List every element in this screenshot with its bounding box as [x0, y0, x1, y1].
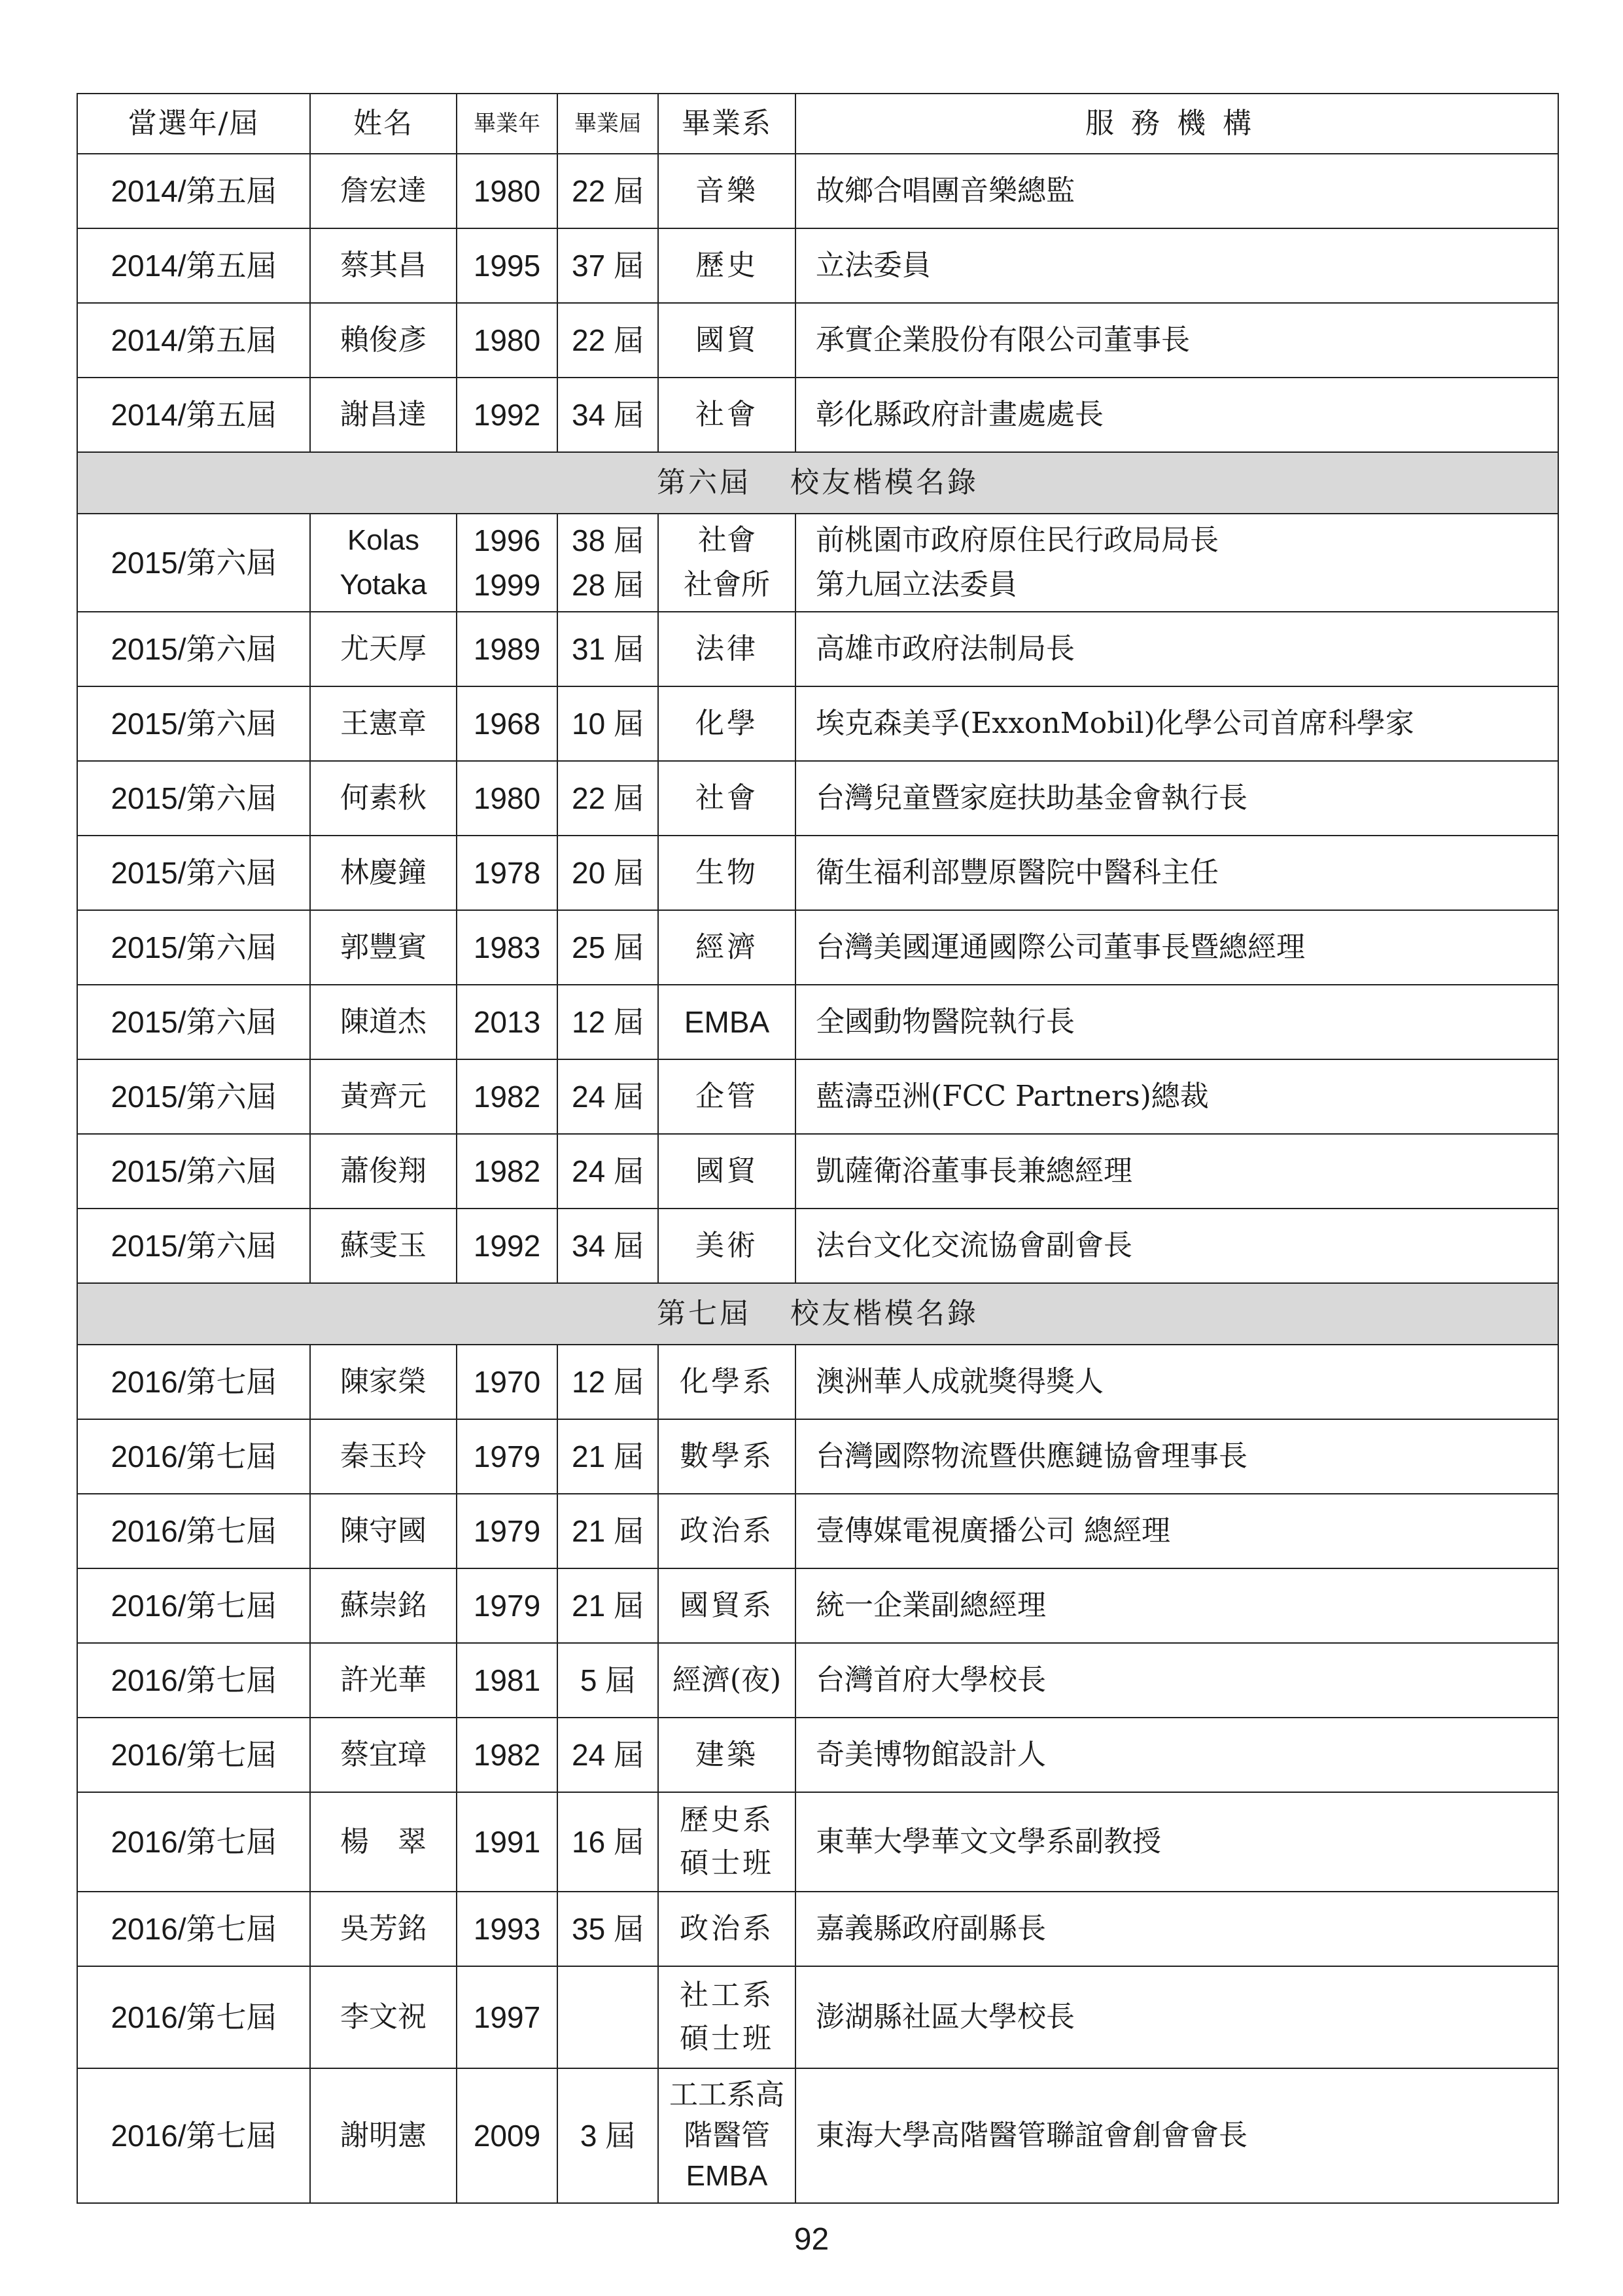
- dept-cell: 經濟: [658, 910, 795, 985]
- grad-class-cell: 35 屆: [557, 1892, 658, 1966]
- dept-cell: 國貿: [658, 1134, 795, 1209]
- section-header-seventh: [77, 1283, 1558, 1345]
- term-cell: 2015/第六屆: [77, 910, 310, 985]
- term-cell: 2014/第五屆: [77, 154, 310, 228]
- org-cell: 壹傳媒電視廣播公司 總經理: [795, 1494, 1558, 1568]
- dept-line: 歷史系: [680, 1803, 774, 1837]
- grad-year-cell: 1979: [457, 1419, 557, 1494]
- name-cell: 陳家榮: [310, 1345, 457, 1419]
- name-line: Kolas: [347, 524, 420, 556]
- grad-class-cell: 22 屆: [557, 154, 658, 228]
- table-header-row: [77, 94, 1558, 154]
- table-row: [77, 303, 1558, 378]
- grad-year-cell: 1970: [457, 1345, 557, 1419]
- table-row: [77, 1494, 1558, 1568]
- grad-year-cell: 1968: [457, 686, 557, 761]
- name-cell: 陳道杰: [310, 985, 457, 1059]
- dept-cell: 生物: [658, 836, 795, 910]
- dept-line: 社工系: [680, 1979, 774, 2012]
- header-name: 姓名: [310, 94, 457, 154]
- name-cell: 吳芳銘: [310, 1892, 457, 1966]
- org-cell: 台灣國際物流暨供應鏈協會理事長: [795, 1419, 1558, 1494]
- grad-year-cell: 1983: [457, 910, 557, 985]
- name-cell: 楊 翠: [310, 1792, 457, 1892]
- section-title: 校友楷模名錄: [790, 1297, 979, 1330]
- org-cell: 立法委員: [795, 228, 1558, 303]
- table-row: [77, 1419, 1558, 1494]
- table-row: [77, 985, 1558, 1059]
- page-number: 92: [794, 2222, 829, 2257]
- dept-cell: 企管: [658, 1059, 795, 1134]
- term-cell: 2015/第六屆: [77, 612, 310, 686]
- grad-year-cell: 2013: [457, 985, 557, 1059]
- grad-class-cell: 16 屆: [557, 1792, 658, 1892]
- name-cell: 蘇雯玉: [310, 1209, 457, 1283]
- term-cell: 2015/第六屆: [77, 836, 310, 910]
- grad-year-cell: 1980: [457, 303, 557, 378]
- section-header-sixth: [77, 452, 1558, 514]
- header-grad-class: 畢業屆: [557, 94, 658, 154]
- table-row: [77, 154, 1558, 228]
- dept-line: 工工系高: [669, 2078, 784, 2111]
- org-cell: 澳洲華人成就獎得獎人: [795, 1345, 1558, 1419]
- alumni-roster-table: [77, 93, 1559, 2204]
- name-cell: 蕭俊翔: [310, 1134, 457, 1209]
- grad-year-cell: 1981: [457, 1643, 557, 1718]
- table-row: [77, 1209, 1558, 1283]
- name-cell: 許光華: [310, 1643, 457, 1718]
- dept-cell: [658, 1792, 795, 1892]
- org-cell: [795, 514, 1558, 612]
- grad-class-cell: [557, 1966, 658, 2068]
- dept-cell: 音樂: [658, 154, 795, 228]
- term-cell: 2016/第七屆: [77, 1892, 310, 1966]
- term-cell: 2015/第六屆: [77, 686, 310, 761]
- table-row: [77, 2068, 1558, 2203]
- name-cell: 黃齊元: [310, 1059, 457, 1134]
- name-cell: 詹宏達: [310, 154, 457, 228]
- term-cell: 2016/第七屆: [77, 1345, 310, 1419]
- year-line: 1999: [473, 568, 541, 602]
- grad-class-cell: 34 屆: [557, 1209, 658, 1283]
- grad-year-cell: 1995: [457, 228, 557, 303]
- name-cell: 郭豐賓: [310, 910, 457, 985]
- name-cell: 謝昌達: [310, 378, 457, 452]
- dept-line: 階醫管: [684, 2119, 770, 2152]
- dept-cell: 化學: [658, 686, 795, 761]
- header-org: 服務機構: [795, 94, 1558, 154]
- org-cell: 澎湖縣社區大學校長: [795, 1966, 1558, 2068]
- grad-class-cell: [557, 514, 658, 612]
- grad-class-cell: 12 屆: [557, 985, 658, 1059]
- grad-year-cell: 1997: [457, 1966, 557, 2068]
- grad-year-cell: 1979: [457, 1568, 557, 1643]
- header-dept: 畢業系: [658, 94, 795, 154]
- section-header-row: [77, 1283, 1558, 1345]
- dept-cell: 政治系: [658, 1494, 795, 1568]
- grad-year-cell: 1992: [457, 378, 557, 452]
- table-row: [77, 1966, 1558, 2068]
- grad-year-cell: 1991: [457, 1792, 557, 1892]
- table-row: [77, 761, 1558, 836]
- dept-cell: 美術: [658, 1209, 795, 1283]
- grad-year-cell: 1992: [457, 1209, 557, 1283]
- name-cell: 林慶鐘: [310, 836, 457, 910]
- name-cell: 蘇崇銘: [310, 1568, 457, 1643]
- org-cell: 埃克森美孚(ExxonMobil)化學公司首席科學家: [795, 686, 1558, 761]
- term-cell: 2016/第七屆: [77, 1792, 310, 1892]
- grad-class-cell: 21 屆: [557, 1568, 658, 1643]
- org-cell: 台灣首府大學校長: [795, 1643, 1558, 1718]
- org-line: 前桃園市政府原住民行政局局長: [816, 523, 1219, 557]
- org-cell: 全國動物醫院執行長: [795, 985, 1558, 1059]
- grad-class-cell: 5 屆: [557, 1643, 658, 1718]
- section-label: 第七屆: [657, 1297, 751, 1330]
- year-line: 1996: [473, 523, 541, 557]
- term-cell: 2016/第七屆: [77, 1568, 310, 1643]
- table-row: [77, 1792, 1558, 1892]
- table-row: [77, 836, 1558, 910]
- term-cell: 2015/第六屆: [77, 985, 310, 1059]
- grad-year-cell: 1982: [457, 1134, 557, 1209]
- table-row: [77, 686, 1558, 761]
- dept-line: EMBA: [686, 2160, 768, 2192]
- grad-class-cell: 34 屆: [557, 378, 658, 452]
- term-cell: 2015/第六屆: [77, 1209, 310, 1283]
- grad-class-cell: 21 屆: [557, 1419, 658, 1494]
- name-cell: 陳守國: [310, 1494, 457, 1568]
- grad-year-cell: 1989: [457, 612, 557, 686]
- dept-cell: [658, 2068, 795, 2203]
- org-cell: 故鄉合唱團音樂總監: [795, 154, 1558, 228]
- grad-year-cell: 2009: [457, 2068, 557, 2203]
- term-cell: 2016/第七屆: [77, 1419, 310, 1494]
- term-cell: 2016/第七屆: [77, 1966, 310, 2068]
- dept-cell: 經濟(夜): [658, 1643, 795, 1718]
- org-cell: 法台文化交流協會副會長: [795, 1209, 1558, 1283]
- dept-cell: [658, 514, 795, 612]
- table-row: [77, 612, 1558, 686]
- grad-class-cell: 20 屆: [557, 836, 658, 910]
- org-cell: 彰化縣政府計畫處處長: [795, 378, 1558, 452]
- term-cell: 2016/第七屆: [77, 1494, 310, 1568]
- dept-cell: 建築: [658, 1718, 795, 1792]
- term-cell: 2014/第五屆: [77, 303, 310, 378]
- table-row: [77, 910, 1558, 985]
- term-cell: 2015/第六屆: [77, 1134, 310, 1209]
- dept-cell: EMBA: [658, 985, 795, 1059]
- dept-cell: 國貿系: [658, 1568, 795, 1643]
- org-cell: 東海大學高階醫管聯誼會創會會長: [795, 2068, 1558, 2203]
- name-line: Yotaka: [340, 569, 427, 601]
- dept-cell: [658, 1966, 795, 2068]
- header-term: 當選年/屆: [77, 94, 310, 154]
- grad-class-cell: 10 屆: [557, 686, 658, 761]
- grad-year-cell: 1978: [457, 836, 557, 910]
- org-cell: 奇美博物館設計人: [795, 1718, 1558, 1792]
- grad-class-cell: 24 屆: [557, 1134, 658, 1209]
- table-row: [77, 514, 1558, 612]
- name-cell: 尤天厚: [310, 612, 457, 686]
- class-line: 28 屆: [572, 568, 644, 602]
- class-line: 38 屆: [572, 523, 644, 557]
- grad-class-cell: 12 屆: [557, 1345, 658, 1419]
- dept-cell: 化學系: [658, 1345, 795, 1419]
- grad-year-cell: 1979: [457, 1494, 557, 1568]
- grad-class-cell: 3 屆: [557, 2068, 658, 2203]
- section-title: 校友楷模名錄: [790, 466, 979, 499]
- grad-year-cell: 1980: [457, 154, 557, 228]
- name-cell: 謝明憲: [310, 2068, 457, 2203]
- name-cell: 蔡宜璋: [310, 1718, 457, 1792]
- table-row: [77, 1643, 1558, 1718]
- table-row: [77, 228, 1558, 303]
- term-cell: 2015/第六屆: [77, 514, 310, 612]
- org-cell: 凱薩衛浴董事長兼總經理: [795, 1134, 1558, 1209]
- dept-line: 社會: [698, 523, 756, 557]
- table-row: [77, 1134, 1558, 1209]
- dept-cell: 社會: [658, 761, 795, 836]
- dept-cell: 法律: [658, 612, 795, 686]
- grad-class-cell: 37 屆: [557, 228, 658, 303]
- grad-class-cell: 22 屆: [557, 761, 658, 836]
- dept-cell: 數學系: [658, 1419, 795, 1494]
- term-cell: 2016/第七屆: [77, 2068, 310, 2203]
- table-row: [77, 378, 1558, 452]
- dept-line: 社會所: [684, 568, 770, 601]
- term-cell: 2015/第六屆: [77, 1059, 310, 1134]
- table-row: [77, 1568, 1558, 1643]
- name-cell: 王憲章: [310, 686, 457, 761]
- org-cell: 台灣兒童暨家庭扶助基金會執行長: [795, 761, 1558, 836]
- section-label: 第六屆: [657, 466, 751, 499]
- grad-class-cell: 21 屆: [557, 1494, 658, 1568]
- name-cell: 何素秋: [310, 761, 457, 836]
- org-cell: 藍濤亞洲(FCC Partners)總裁: [795, 1059, 1558, 1134]
- header-grad-year: 畢業年: [457, 94, 557, 154]
- name-cell: [310, 514, 457, 612]
- grad-year-cell: 1993: [457, 1892, 557, 1966]
- term-cell: 2014/第五屆: [77, 228, 310, 303]
- table-row: [77, 1892, 1558, 1966]
- grad-class-cell: 24 屆: [557, 1059, 658, 1134]
- grad-year-cell: 1980: [457, 761, 557, 836]
- org-cell: 統一企業副總經理: [795, 1568, 1558, 1643]
- section-header-row: [77, 452, 1558, 514]
- org-cell: 衛生福利部豐原醫院中醫科主任: [795, 836, 1558, 910]
- dept-cell: 政治系: [658, 1892, 795, 1966]
- term-cell: 2016/第七屆: [77, 1718, 310, 1792]
- grad-class-cell: 22 屆: [557, 303, 658, 378]
- table-row: [77, 1059, 1558, 1134]
- name-cell: 賴俊彥: [310, 303, 457, 378]
- name-cell: 秦玉玲: [310, 1419, 457, 1494]
- dept-cell: 歷史: [658, 228, 795, 303]
- term-cell: 2015/第六屆: [77, 761, 310, 836]
- grad-year-cell: 1982: [457, 1059, 557, 1134]
- term-cell: 2014/第五屆: [77, 378, 310, 452]
- dept-line: 碩士班: [680, 2022, 774, 2055]
- org-cell: 台灣美國運通國際公司董事長暨總經理: [795, 910, 1558, 985]
- grad-year-cell: 1982: [457, 1718, 557, 1792]
- org-line: 第九屆立法委員: [816, 568, 1017, 601]
- table-row: [77, 1345, 1558, 1419]
- org-cell: 東華大學華文文學系副教授: [795, 1792, 1558, 1892]
- table-row: [77, 1718, 1558, 1792]
- dept-line: 碩士班: [680, 1846, 774, 1880]
- dept-cell: 國貿: [658, 303, 795, 378]
- name-cell: 蔡其昌: [310, 228, 457, 303]
- org-cell: 嘉義縣政府副縣長: [795, 1892, 1558, 1966]
- grad-class-cell: 25 屆: [557, 910, 658, 985]
- term-cell: 2016/第七屆: [77, 1643, 310, 1718]
- org-cell: 承實企業股份有限公司董事長: [795, 303, 1558, 378]
- dept-cell: 社會: [658, 378, 795, 452]
- grad-class-cell: 31 屆: [557, 612, 658, 686]
- org-cell: 高雄市政府法制局長: [795, 612, 1558, 686]
- name-cell: 李文祝: [310, 1966, 457, 2068]
- grad-year-cell: [457, 514, 557, 612]
- grad-class-cell: 24 屆: [557, 1718, 658, 1792]
